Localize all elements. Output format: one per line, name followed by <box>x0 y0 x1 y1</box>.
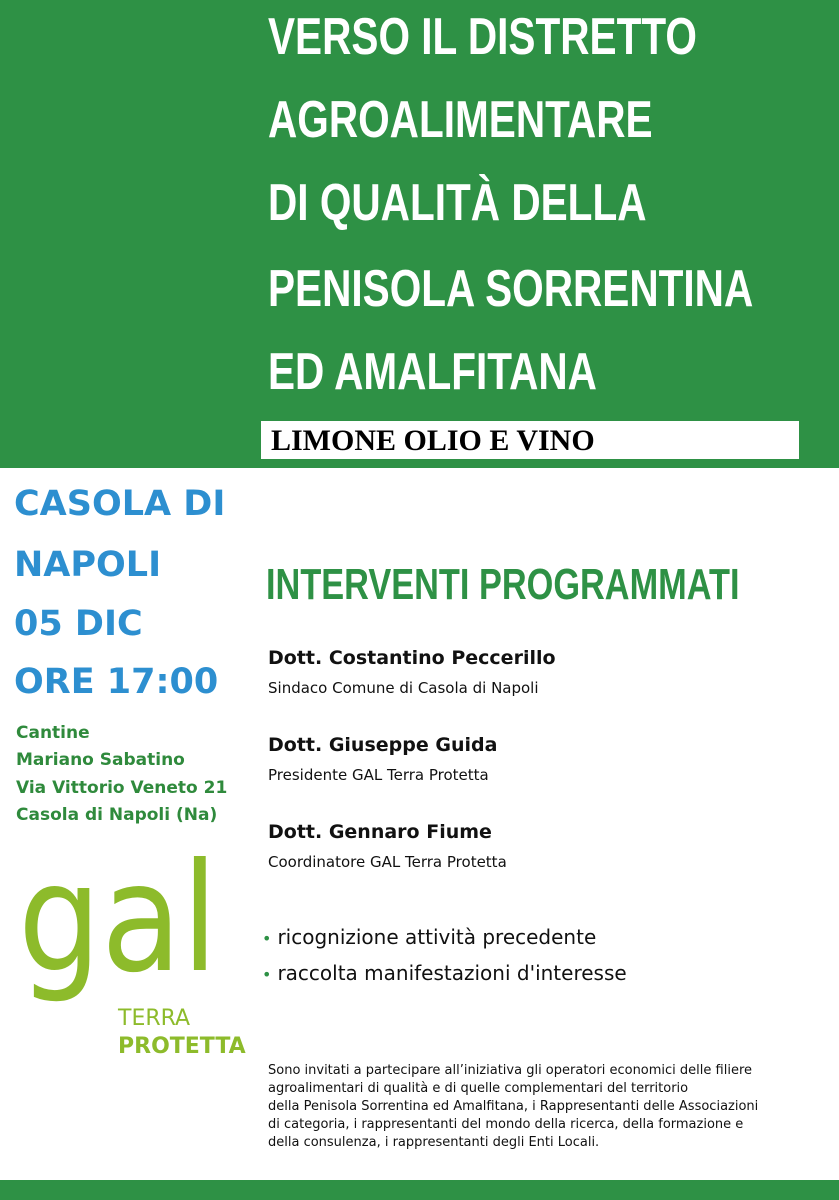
topic-item-2 <box>262 961 627 985</box>
event-place-line-1: CASOLA DI <box>14 484 226 524</box>
speaker-role-2: Presidente GAL Terra Protetta <box>268 766 489 784</box>
bottom-band <box>0 1180 839 1200</box>
speaker-name-1: Dott. Costantino Peccerillo <box>268 647 556 669</box>
topic-label-1: ricognizione attività precedente <box>277 925 597 949</box>
speaker-role-3: Coordinatore GAL Terra Protetta <box>268 853 507 871</box>
speaker-name-3: Dott. Gennaro Fiume <box>268 821 492 843</box>
title-line-3: DI QUALITÀ DELLA <box>268 174 647 232</box>
venue-line-3: Via Vittorio Veneto 21 <box>16 778 228 798</box>
topic-label-2: raccolta manifestazioni d'interesse <box>277 961 627 985</box>
subtitle-bar <box>261 421 799 459</box>
invitation-line-2: agroalimentari di qualità e di quelle complementari del territorio <box>268 1081 689 1096</box>
gal-logo-text: gal <box>18 852 218 1006</box>
event-time: ORE 17:00 <box>14 662 219 702</box>
title-line-4: PENISOLA SORRENTINA <box>268 260 754 318</box>
invitation-line-4: di categoria, i rappresentanti del mondo della ricerca, della formazione e <box>268 1117 744 1132</box>
gal-logo-line-2: PROTETTA <box>118 1034 246 1059</box>
title-line-1: VERSO IL DISTRETTO <box>268 8 697 66</box>
invitation-line-1: Sono invitati a partecipare all’iniziativa gli operatori economici delle filiere <box>268 1063 752 1078</box>
title-line-2: AGROALIMENTARE <box>268 91 653 149</box>
speaker-role-1: Sindaco Comune di Casola di Napoli <box>268 679 539 697</box>
gal-logo <box>18 852 228 1016</box>
gal-logo-mark <box>18 852 228 1012</box>
event-place-line-2: NAPOLI <box>14 545 162 585</box>
event-date: 05 DIC <box>14 604 143 644</box>
title-line-5: ED AMALFITANA <box>268 343 597 401</box>
invitation-line-3: della Penisola Sorrentina ed Amalfitana, i Rappresentanti delle Associazioni <box>268 1099 759 1114</box>
venue-line-2: Mariano Sabatino <box>16 750 185 770</box>
venue-line-1: Cantine <box>16 723 90 743</box>
venue-line-4: Casola di Napoli (Na) <box>16 805 218 825</box>
invitation-note <box>268 1062 808 1152</box>
speaker-name-2: Dott. Giuseppe Guida <box>268 734 498 756</box>
gal-logo-line-1: TERRA <box>118 1006 191 1031</box>
topic-item-1 <box>262 925 596 949</box>
program-title: INTERVENTI PROGRAMMATI <box>266 560 740 609</box>
subtitle: LIMONE OLIO E VINO <box>271 424 595 457</box>
invitation-line-5: della consulenza, i rappresentanti degli Enti Locali. <box>268 1135 600 1150</box>
bullet-icon: • <box>262 929 272 948</box>
header-banner <box>0 0 839 468</box>
bullet-icon: • <box>262 965 272 984</box>
